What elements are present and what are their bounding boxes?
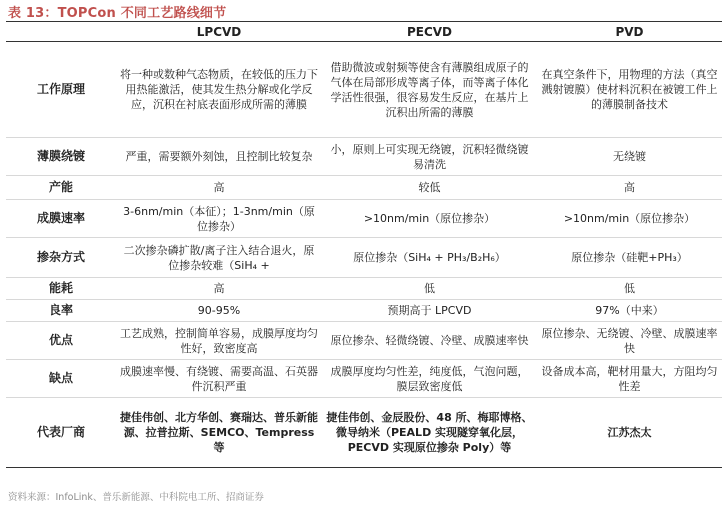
row-label: 产能 [6,176,116,200]
cell-lpcvd: 高 [116,278,322,300]
process-comparison-table [6,21,722,468]
row-wrap-plating [6,138,722,176]
cell-pecvd: 原位掺杂（SiH₄ + PH₃/B₂H₆） [322,238,537,278]
cell-lpcvd: 3-6nm/min（本征）；1-3nm/min（原位掺杂） [116,200,322,238]
cell-pecvd: 借助微波或射频等使含有薄膜组成原子的气体在局部形成等离子体，而等离子体化学活性很强，很容易发生反应，在基片上沉积出所需的薄膜 [322,42,537,138]
row-principle [6,42,722,138]
header-pecvd: PECVD [322,22,537,42]
cell-pecvd: 小，原则上可实现无绕镀，沉积轻微绕镀易清洗 [322,138,537,176]
cell-pvd: 江苏杰太 [537,398,722,468]
row-label: 优点 [6,322,116,360]
row-vendors [6,398,722,468]
cell-lpcvd: 高 [116,176,322,200]
header-row [6,22,722,42]
cell-pvd: >10nm/min（原位掺杂） [537,200,722,238]
cell-lpcvd: 工艺成熟，控制简单容易，成膜厚度均匀性好，致密度高 [116,322,322,360]
row-label: 代表厂商 [6,398,116,468]
row-label: 缺点 [6,360,116,398]
cell-lpcvd: 捷佳伟创、北方华创、赛瑞达、普乐新能源、拉普拉斯、SEMCO、Tempress 等 [116,398,322,468]
row-label: 成膜速率 [6,200,116,238]
row-capacity [6,176,722,200]
cell-pecvd: 较低 [322,176,537,200]
header-lpcvd: LPCVD [116,22,322,42]
cell-pecvd: 低 [322,278,537,300]
row-doping-method [6,238,722,278]
cell-pvd: 在真空条件下，用物理的方法（真空溅射镀膜）使材料沉积在被镀工件上的薄膜制备技术 [537,42,722,138]
cell-pvd: 设备成本高，靶材用量大，方阻均匀性差 [537,360,722,398]
cell-pvd: 97%（中来） [537,300,722,322]
row-energy [6,278,722,300]
row-label: 掺杂方式 [6,238,116,278]
cell-pecvd: 捷佳伟创、金辰股份、48 所、梅耶博格、微导纳米（PEALD 实现隧穿氧化层，PECVD 实现原位掺杂 Poly）等 [322,398,537,468]
cell-lpcvd: 成膜速率慢、有绕镀、需要高温、石英器件沉积严重 [116,360,322,398]
cell-lpcvd: 90-95% [116,300,322,322]
row-label: 薄膜绕镀 [6,138,116,176]
cell-pvd: 高 [537,176,722,200]
cell-pvd: 低 [537,278,722,300]
cell-pvd: 原位掺杂（硅靶+PH₃） [537,238,722,278]
cell-pvd: 原位掺杂、无绕镀、冷壁、成膜速率快 [537,322,722,360]
cell-lpcvd: 严重，需要额外刻蚀，且控制比较复杂 [116,138,322,176]
cell-lpcvd: 二次掺杂磷扩散/离子注入结合退火，原位掺杂较难（SiH₄ + [116,238,322,278]
row-label: 工作原理 [6,42,116,138]
header-pvd: PVD [537,22,722,42]
row-advantages [6,322,722,360]
row-yield [6,300,722,322]
row-disadvantages [6,360,722,398]
row-label: 良率 [6,300,116,322]
header-blank [6,22,116,42]
cell-lpcvd: 将一种或数种气态物质，在较低的压力下用热能激活，使其发生热分解或化学反应，沉积在衬底表面形成所需的薄膜 [116,42,322,138]
source-note: 资料来源：InfoLink、普乐新能源、中科院电工所、招商证券 [8,492,264,503]
cell-pecvd: 成膜厚度均匀性差，纯度低，气泡问题，膜层致密度低 [322,360,537,398]
cell-pecvd: 预期高于 LPCVD [322,300,537,322]
cell-pecvd: 原位掺杂、轻微绕镀、冷壁、成膜速率快 [322,322,537,360]
table-title: 表 13：TOPCon 不同工艺路线细节 [8,6,227,21]
row-label: 能耗 [6,278,116,300]
cell-pvd: 无绕镀 [537,138,722,176]
row-deposition-rate [6,200,722,238]
cell-pecvd: >10nm/min（原位掺杂） [322,200,537,238]
